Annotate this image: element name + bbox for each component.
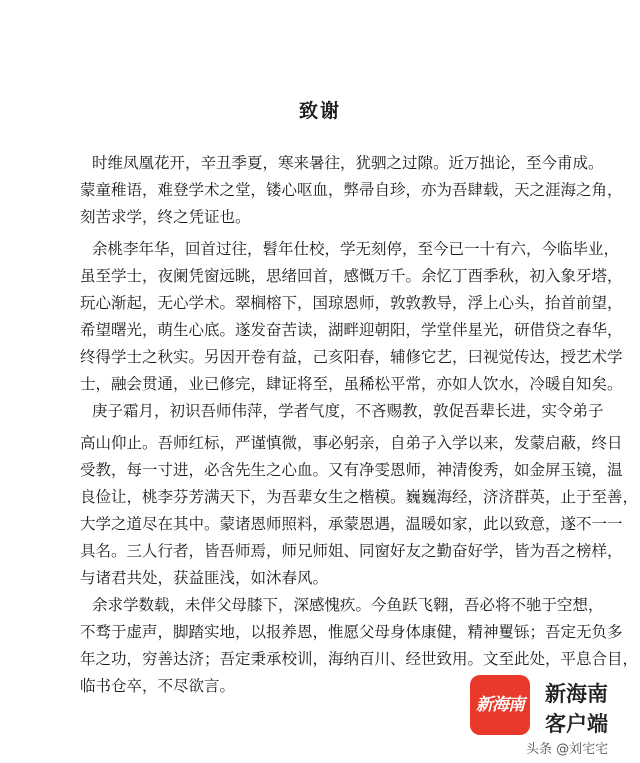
text-line: 士，融会贯通，业已修完，肆证将至，虽稀松平常，亦如人饮水，冷暖自知矣。 (80, 375, 623, 393)
text-line: 大学之道尽在其中。蒙诸恩师照料，承蒙恩遇，温暖如家，此以致意，遂不一一 (80, 515, 623, 533)
text-line: 年之功，穷善达济；吾定秉承校训，海纳百川、经世致用。文至此处，平息合目， (80, 650, 639, 668)
text-line: 高山仰止。吾师红标，严谨慎微，事必躬亲，自弟子入学以来，发蒙启蔽，终日 (80, 434, 623, 452)
text-line: 受教，每一寸进，必含先生之心血。又有净雯恩师，神清俊秀，如金屏玉镜，温 (80, 461, 623, 479)
text-line: 时维凤凰花开，辛丑季夏，寒来暑往，犹驷之过隙。近万拙论，至今甫成。 (92, 154, 604, 172)
text-line: 余求学数载，未伴父母膝下，深感愧疚。今鱼跃飞翱，吾必将不驰于空想， (92, 596, 604, 614)
text-line: 余桃李年华，回首过往，髫年仕校，学无刻停，至今已一十有六，今临毕业， (92, 240, 620, 258)
text-line: 与诸君共处，获益匪浅，如沐春风。 (80, 569, 329, 587)
source-watermark: 头条 @刘宅宅 (526, 742, 609, 757)
text-line: 终得学士之秋实。另因开卷有益，己亥阳春，辅修它艺，曰视觉传达，授艺术学 (80, 348, 623, 366)
text-line: 良俭让，桃李芬芳满天下，为吾辈女生之楷模。巍巍海经，济济群英，止于至善， (80, 488, 639, 506)
brand-name-line1: 新海南 (545, 682, 608, 706)
text-line: 庚子霜月，初识吾师伟萍，学者气度，不吝赐教，敦促吾辈长进，实令弟子 (92, 402, 604, 420)
text-line: 虽至学士，夜阑凭窗远眺，思绪回首，感慨万千。余忆丁酉季秋，初入象牙塔， (80, 267, 623, 285)
text-line: 临书仓卒，不尽欲言。 (80, 677, 236, 695)
text-line: 不骛于虚声，脚踏实地，以报养恩，惟愿父母身体康健，精神矍铄；吾定无负多 (80, 623, 623, 641)
text-line: 希望曙光，萌生心底。遂发奋苦读，湖畔迎朝阳，学堂伴星光，研借贷之春华， (80, 321, 623, 339)
text-line: 玩心渐起，无心学术。翠榈榕下，国琼恩师，敦敦教导，浮上心头，抬首前望， (80, 294, 623, 312)
app-logo-mark: 新海南 (476, 695, 524, 715)
text-line: 蒙童稚语，难登学术之堂，镂心呕血，弊帚自珍，亦为吾肆载，天之涯海之角， (80, 181, 623, 199)
app-logo (470, 675, 530, 735)
brand-name-line2: 客户端 (545, 712, 608, 736)
page-title: 致谢 (298, 100, 341, 122)
text-line: 具名。三人行者，皆吾师焉，师兄师姐、同窗好友之勤奋好学，皆为吾之榜样， (80, 542, 623, 560)
text-line: 刻苦求学，终之凭证也。 (80, 208, 251, 226)
